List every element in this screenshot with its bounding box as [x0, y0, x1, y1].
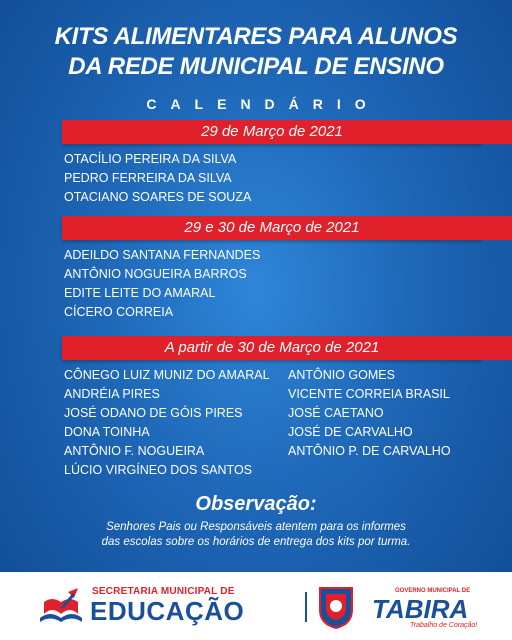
municipal-seal-icon: [316, 584, 356, 630]
list-item: PEDRO FERREIRA DA SILVA: [64, 171, 232, 185]
date-band-1: [62, 120, 482, 144]
section-3-names-right: [288, 366, 451, 461]
list-item: CÔNEGO LUIZ MUNIZ DO AMARAL: [64, 368, 270, 382]
footer: [0, 572, 512, 640]
governo-label: GOVERNO MUNICIPAL DE: [395, 588, 471, 594]
observation-line-2: das escolas sobre os horários de entrega dos kits por turma.: [101, 536, 411, 548]
list-item: DONA TOINHA: [64, 425, 150, 439]
list-item: OTACIANO SOARES DE SOUZA: [64, 190, 252, 204]
list-item: CÍCERO CORREIA: [64, 305, 174, 319]
list-item: ANTÔNIO GOMES: [288, 368, 395, 382]
list-item: ADEILDO SANTANA FERNANDES: [64, 248, 261, 262]
section-1-names: [64, 150, 251, 207]
list-item: LÚCIO VIRGÍNEO DOS SANTOS: [64, 463, 253, 477]
list-item: ANTÔNIO NOGUEIRA BARROS: [64, 267, 247, 281]
footer-divider: [305, 592, 307, 622]
list-item: VICENTE CORREIA BRASIL: [288, 387, 450, 401]
list-item: OTACÍLIO PEREIRA DA SILVA: [64, 152, 237, 166]
section-2-names: [64, 246, 260, 322]
date-band-3: [62, 336, 482, 360]
secretaria-label: SECRETARIA MUNICIPAL DE: [92, 586, 235, 597]
observation-line-1: Senhores Pais ou Responsáveis atentem para os informes: [106, 521, 406, 533]
date-band-1-label: 29 de Março de 2021: [201, 123, 343, 140]
title-line-2: DA REDE MUNICIPAL DE ENSINO: [68, 53, 444, 80]
calendar-heading: CALENDÁRIO: [146, 96, 380, 112]
list-item: ANTÔNIO P. DE CARVALHO: [288, 444, 451, 458]
list-item: EDITE LEITE DO AMARAL: [64, 286, 216, 300]
tabira-logo-text: TABIRA: [372, 594, 469, 624]
list-item: JOSÉ CAETANO: [288, 406, 384, 420]
list-item: ANTÔNIO F. NOGUEIRA: [64, 444, 205, 458]
date-band-2-label: 29 e 30 de Março de 2021: [184, 219, 360, 236]
slogan-label: Trabalho de Coração!: [410, 622, 478, 629]
observation-text: [0, 520, 512, 550]
date-band-3-label: A partir de 30 de Março de 2021: [164, 339, 380, 356]
list-item: JOSÉ DE CARVALHO: [288, 425, 413, 439]
book-pencil-icon: [38, 588, 84, 624]
list-item: ANDRÉIA PIRES: [64, 387, 160, 401]
educacao-label: EDUCAÇÃO: [90, 596, 245, 626]
date-band-2: [62, 216, 482, 240]
list-item: JOSÉ ODANO DE GÓIS PIRES: [64, 406, 243, 420]
poster-title: [0, 22, 512, 82]
observation-title: Observação:: [195, 493, 317, 515]
title-line-1: KITS ALIMENTARES PARA ALUNOS: [54, 23, 458, 50]
section-3-names-left: [64, 366, 270, 480]
